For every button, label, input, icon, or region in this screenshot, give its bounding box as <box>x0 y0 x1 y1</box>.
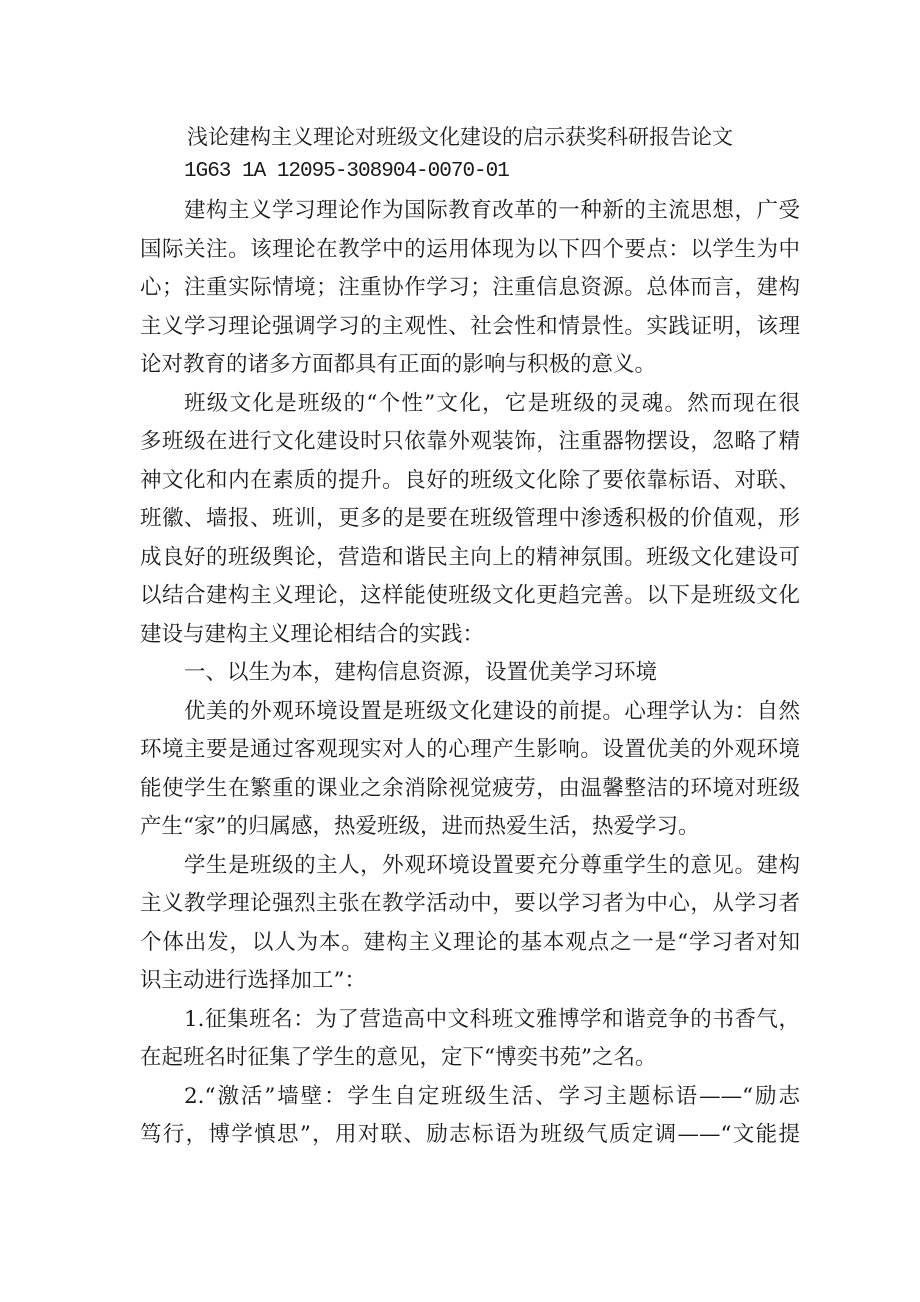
text-line: 成良好的班级舆论，营造和谐民主向上的精神氛围。班级文化建设可 <box>140 544 800 570</box>
text-line: 能使学生在繁重的课业之余消除视觉疲劳，由温馨整洁的环境对班级 <box>140 775 800 801</box>
text-line: 神文化和内在素质的提升。良好的班级文化除了要依靠标语、对联、 <box>140 467 800 493</box>
document-body <box>140 192 800 1155</box>
text-line: 环境主要是通过客观现实对人的心理产生影响。设置优美的外观环境 <box>140 737 800 762</box>
document-code: 1G63 1A 12095-308904-0070-01 <box>184 160 509 183</box>
text-line: 识主动进行选择加工”： <box>140 968 366 993</box>
text-line: 优美的外观环境设置是班级文化建设的前提。心理学认为：自然 <box>184 698 800 724</box>
paragraph <box>140 385 800 655</box>
paragraph <box>140 1001 800 1078</box>
paragraph <box>140 654 800 693</box>
text-line: 2.“激活”墙壁：学生自定班级生活、学习主题标语——“励志 <box>184 1083 800 1109</box>
paragraph <box>140 1078 800 1155</box>
paragraph <box>140 693 800 847</box>
text-line: 笃行，博学慎思”，用对联、励志标语为班级气质定调——“文能提 <box>140 1122 800 1147</box>
text-line: 产生“家”的归属感，热爱班级，进而热爱生活，热爱学习。 <box>140 814 700 839</box>
text-line: 心；注重实际情境；注重协作学习；注重信息资源。总体而言，建构 <box>140 275 800 300</box>
text-line: 论对教育的诸多方面都具有正面的影响与积极的意义。 <box>140 352 657 377</box>
text-line: 以结合建构主义理论，这样能使班级文化更趋完善。以下是班级文化 <box>140 583 800 608</box>
paragraph <box>140 847 800 1001</box>
text-line: 1.征集班名：为了营造高中文科班文雅博学和谐竞争的书香气， <box>184 1006 800 1032</box>
text-line: 个体出发，以人为本。建构主义理论的基本观点之一是“学习者对知 <box>140 929 800 955</box>
text-line: 主义教学理论强烈主张在教学活动中，要以学习者为中心，从学习者 <box>140 891 800 916</box>
text-line: 主义学习理论强调学习的主观性、社会性和情景性。实践证明，该理 <box>140 313 800 339</box>
text-line: 班级文化是班级的“个性”文化，它是班级的灵魂。然而现在很 <box>184 390 800 416</box>
text-line: 建设与建构主义理论相结合的实践： <box>140 621 485 647</box>
paragraph <box>140 192 800 385</box>
text-line: 建构主义学习理论作为国际教育改革的一种新的主流思想，广受 <box>184 198 800 223</box>
text-line: 在起班名时征集了学生的意见，定下“博奕书苑”之名。 <box>140 1045 657 1070</box>
text-line: 班徽、墙报、班训，更多的是要在班级管理中渗透积极的价值观，形 <box>140 506 800 531</box>
text-line: 学生是班级的主人，外观环境设置要充分尊重学生的意见。建构 <box>184 852 800 878</box>
document-title: 浅论建构主义理论对班级文化建设的启示获奖科研报告论文 <box>187 125 733 149</box>
text-line: 国际关注。该理论在教学中的运用体现为以下四个要点：以学生为中 <box>140 236 800 262</box>
text-line: 一、以生为本，建构信息资源，设置优美学习环境 <box>184 660 658 685</box>
text-line: 多班级在进行文化建设时只依靠外观装饰，注重器物摆设，忽略了精 <box>140 429 800 454</box>
